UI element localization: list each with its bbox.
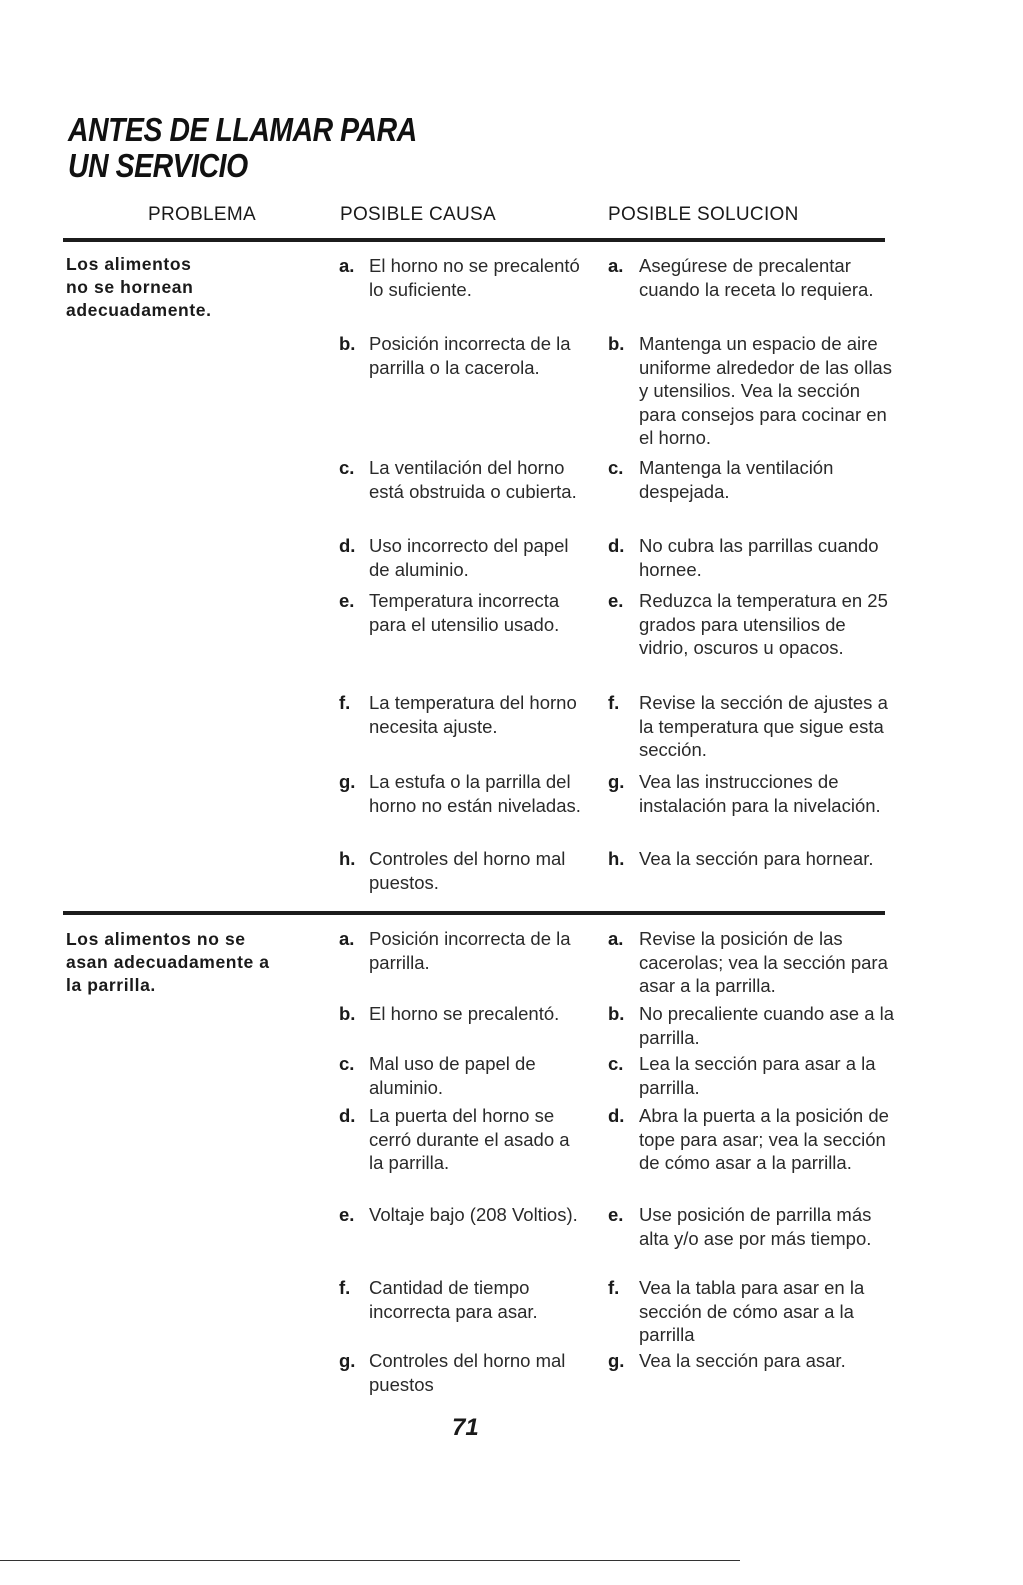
problem-line: adecuadamente. (66, 300, 212, 320)
item-text: No precaliente cuando ase a la parrilla. (639, 1003, 895, 1048)
item-letter: a. (339, 255, 355, 276)
item-text: Controles del horno mal puestos (369, 1350, 566, 1395)
cause-item (339, 770, 589, 817)
item-letter: d. (339, 1105, 356, 1126)
cause-item (339, 332, 589, 379)
problem-column-header: PROBLEMA (148, 204, 256, 225)
item-letter: h. (608, 848, 625, 869)
solution-item (608, 254, 898, 301)
item-text: La ventilación del horno está obstruida o cubierta. (369, 457, 577, 502)
item-letter: c. (339, 457, 355, 478)
solution-item (608, 1052, 898, 1099)
solution-item (608, 589, 898, 660)
page-title (68, 112, 417, 184)
solution-item (608, 847, 898, 871)
item-letter: e. (339, 590, 355, 611)
item-letter: a. (608, 928, 624, 949)
item-text: Posición incorrecta de la parrilla. (369, 928, 571, 973)
solution-item (608, 534, 898, 581)
solution-item (608, 1349, 898, 1373)
item-letter: e. (339, 1204, 355, 1225)
cause-item (339, 927, 589, 974)
item-letter: h. (339, 848, 356, 869)
cause-item (339, 589, 589, 636)
item-letter: c. (339, 1053, 355, 1074)
item-letter: f. (608, 1277, 620, 1298)
page-number: 71 (452, 1414, 479, 1441)
item-letter: a. (339, 928, 355, 949)
item-text: Asegúrese de precalentar cuando la receta lo requiera. (639, 255, 874, 300)
item-text: Mantenga un espacio de aire uniforme alrededor de las ollas y utensilios. Vea la sección para consejos para cocinar en el horno. (639, 333, 892, 448)
item-text: La estufa o la parrilla del horno no están niveladas. (369, 771, 581, 816)
page-title-line-2: UN SERVICIO (68, 147, 248, 184)
item-text: Voltaje bajo (208 Voltios). (369, 1204, 578, 1225)
item-text: La temperatura del horno necesita ajuste. (369, 692, 577, 737)
item-text: La puerta del horno se cerró durante el asado a la parrilla. (369, 1105, 570, 1173)
item-text: No cubra las parrillas cuando hornee. (639, 535, 879, 580)
item-letter: b. (608, 333, 625, 354)
cause-item (339, 1052, 589, 1099)
item-letter: f. (339, 692, 351, 713)
solution-item (608, 456, 898, 503)
cause-item (339, 691, 589, 738)
cause-item (339, 534, 589, 581)
item-text: Cantidad de tiempo incorrecta para asar. (369, 1277, 538, 1322)
item-letter: c. (608, 457, 624, 478)
item-letter: d. (339, 535, 356, 556)
item-letter: g. (608, 1350, 625, 1371)
item-text: Reduzca la temperatura en 25 grados para utensilios de vidrio, oscuros u opacos. (639, 590, 888, 658)
item-text: Vea la tabla para asar en la sección de cómo asar a la parrilla (639, 1277, 865, 1345)
solution-item (608, 691, 898, 762)
item-text: Temperatura incorrecta para el utensilio usado. (369, 590, 560, 635)
section-divider (63, 911, 885, 915)
page-title-line-1: ANTES DE LLAMAR PARA (68, 111, 417, 148)
header-divider (63, 238, 885, 242)
item-letter: e. (608, 590, 624, 611)
item-letter: b. (339, 333, 356, 354)
item-letter: a. (608, 255, 624, 276)
item-text: Lea la sección para asar a la parrilla. (639, 1053, 876, 1098)
solution-item (608, 770, 898, 817)
solution-column-header: POSIBLE SOLUCION (608, 204, 799, 225)
item-text: Abra la puerta a la posición de tope para asar; vea la sección de cómo asar a la parrilla. (639, 1105, 889, 1173)
footer-rule (0, 1560, 740, 1561)
cause-item (339, 847, 589, 894)
cause-item (339, 1203, 589, 1227)
item-letter: e. (608, 1204, 624, 1225)
problem-line: no se hornean (66, 277, 194, 297)
item-letter: c. (608, 1053, 624, 1074)
item-text: Vea la sección para asar. (639, 1350, 846, 1371)
solution-item (608, 1276, 898, 1347)
solution-item (608, 1203, 898, 1250)
item-text: Vea la sección para hornear. (639, 848, 874, 869)
item-text: El horno no se precalentó lo suficiente. (369, 255, 580, 300)
problem-baking (66, 253, 212, 322)
item-text: Revise la sección de ajustes a la temperatura que sigue esta sección. (639, 692, 888, 760)
item-text: Uso incorrecto del papel de aluminio. (369, 535, 569, 580)
item-letter: d. (608, 535, 625, 556)
problem-line: Los alimentos no se (66, 929, 246, 949)
item-text: Revise la posición de las cacerolas; vea la sección para asar a la parrilla. (639, 928, 888, 996)
item-text: Mantenga la ventilación despejada. (639, 457, 834, 502)
item-letter: d. (608, 1105, 625, 1126)
item-text: El horno se precalentó. (369, 1003, 560, 1024)
item-letter: b. (339, 1003, 356, 1024)
item-letter: g. (608, 771, 625, 792)
item-letter: g. (339, 1350, 356, 1371)
item-letter: f. (339, 1277, 351, 1298)
problem-broiling (66, 928, 270, 997)
item-letter: g. (339, 771, 356, 792)
cause-item (339, 1104, 589, 1175)
item-text: Controles del horno mal puestos. (369, 848, 566, 893)
cause-item (339, 456, 589, 503)
solution-item (608, 1104, 898, 1175)
cause-column-header: POSIBLE CAUSA (340, 204, 496, 225)
item-text: Mal uso de papel de aluminio. (369, 1053, 536, 1098)
cause-item (339, 1002, 589, 1026)
item-text: Posición incorrecta de la parrilla o la cacerola. (369, 333, 571, 378)
cause-item (339, 1276, 589, 1323)
problem-line: la parrilla. (66, 975, 156, 995)
problem-line: asan adecuadamente a (66, 952, 270, 972)
solution-item (608, 927, 898, 998)
solution-item (608, 332, 898, 450)
cause-item (339, 254, 589, 301)
problem-line: Los alimentos (66, 254, 192, 274)
item-text: Use posición de parrilla más alta y/o ase por más tiempo. (639, 1204, 872, 1249)
item-text: Vea las instrucciones de instalación para la nivelación. (639, 771, 881, 816)
item-letter: f. (608, 692, 620, 713)
solution-item (608, 1002, 898, 1049)
cause-item (339, 1349, 589, 1396)
item-letter: b. (608, 1003, 625, 1024)
